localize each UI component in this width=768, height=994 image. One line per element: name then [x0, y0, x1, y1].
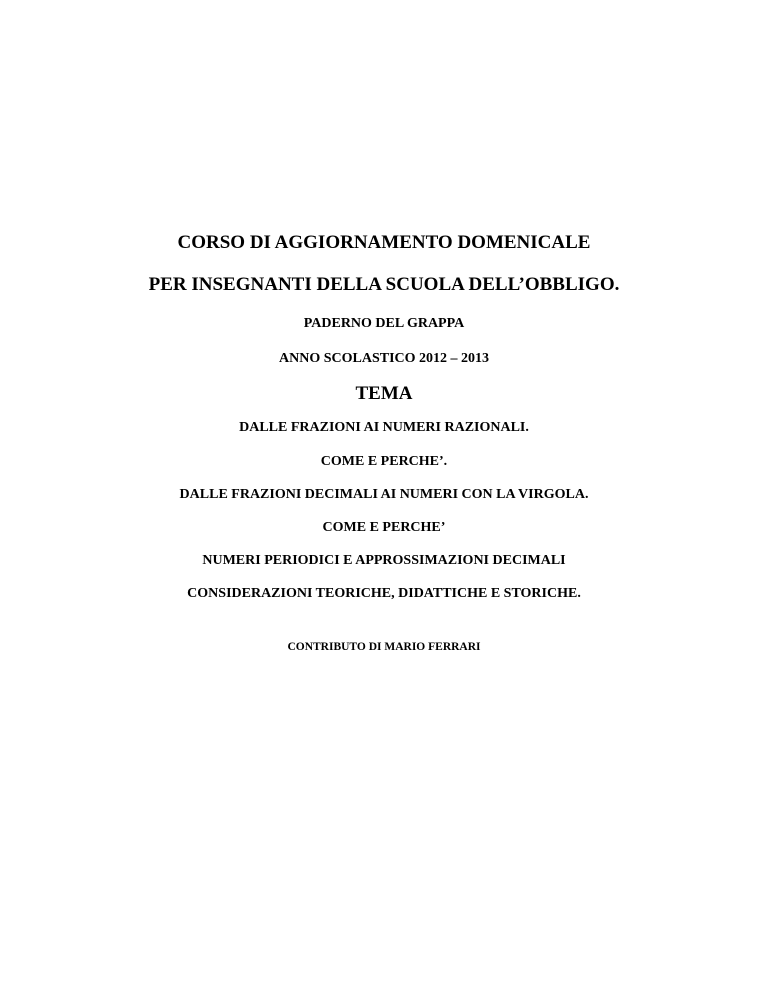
theme-heading: TEMA	[355, 383, 413, 404]
course-subtitle: PER INSEGNANTI DELLA SCUOLA DELL’OBBLIGO.	[148, 274, 620, 295]
school-year: ANNO SCOLASTICO 2012 – 2013	[278, 351, 490, 366]
theme-line: CONSIDERAZIONI TEORICHE, DIDATTICHE E STORICHE.	[187, 586, 581, 601]
theme-line: DALLE FRAZIONI DECIMALI AI NUMERI CON LA VIRGOLA.	[179, 487, 589, 502]
location: PADERNO DEL GRAPPA	[303, 316, 465, 331]
theme-line: COME E PERCHE’.	[320, 454, 448, 469]
theme-line: NUMERI PERIODICI E APPROSSIMAZIONI DECIMALI	[202, 553, 566, 568]
author-credit: CONTRIBUTO DI MARIO FERRARI	[287, 641, 481, 653]
theme-line: COME E PERCHE’	[322, 520, 446, 535]
course-title: CORSO DI AGGIORNAMENTO DOMENICALE	[177, 232, 591, 253]
theme-line: DALLE FRAZIONI AI NUMERI RAZIONALI.	[239, 420, 529, 435]
